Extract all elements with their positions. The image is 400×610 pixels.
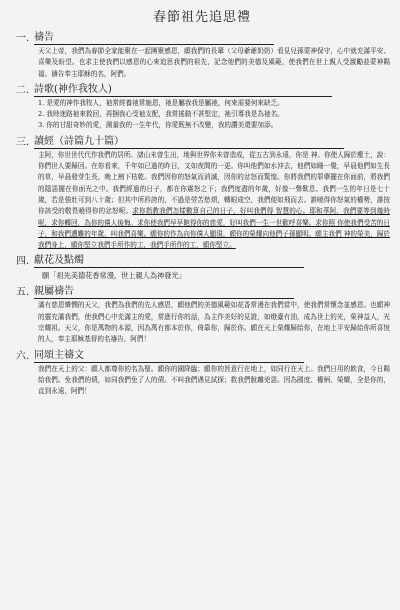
scripture-plain: 主阿，你世世代代作我們的居所。諸山未曾生出，地與世界你未曾造成，從五古到永遠，你是 神。你使人歸於塵土，說：你們世人要歸回。在你看來，千年如已過的昨日，又如夜間的一更。你叫他們如水沖去，他們如睡一覺，早晨他們如生長的草，早晨發芽生長，晚上割下枯乾。我們因你的怒氣而消滅，因你的忿怒而驚惶。你將我們的罪孽擺在你面前，將我們的隱惡擺在你面光之中。我們經過的日子，都在你震怒之下；我們度盡的年歲，好像一聲歎息。我們一生的年日是七十歲，若是強壯可到八十歲；但其中所矜誇的，不過是勞苦愁煩，轉眼成空，我們便如飛而去。誰曉得你怒氣的權勢，誰按 你該受的敬畏曉得你的忿怒呢。 [38,150,390,216]
section-label: 禱告 [34,31,274,45]
hymn-verses [38,98,390,132]
scripture-underlined: 求你指教我們怎樣數算自己的日子，好叫我們得 智慧的心。耶和華阿，我們要等到幾時呢，求你轉回，為你的僕人後悔。求你使我們早早飽得你的慈愛，好叫我們一生一世歡呼喜樂。求你照 你使我們受苦的日子，和我們遭難的年歲，叫我們喜樂。願你的作為向你僕人顯現，願你的榮耀向他們子孫顯明。願主我們 神的榮美，歸於我們身上，願你堅立我們手所作的工，我們手所作的工，願你堅立。 [38,207,390,250]
section-number: 六. [16,350,30,362]
section-heading-hymn [16,83,392,97]
section-label: 詩歌(神作我牧人) [34,83,332,97]
section-label: 獻花及點燭 [34,254,304,268]
flower-blessing: 願「祖先美德花香常漫，世上親人為神發光」 [42,271,186,281]
hymn-verse: 3. 你的甘甜奇妙的愛，測量我的一生年代，你愛既無不改變，我的讚美還要加添。 [38,121,278,130]
scripture-paragraph [38,150,390,252]
page-title: 春節祖先追思禮 [152,10,251,25]
hymn-verse: 2. 我時迷路祂來救回，再捆我心受祂支配，我常搖動不甚堅定，祂引導我是為祂名。 [38,110,284,119]
section-number: 三. [16,136,30,148]
section-label: 親屬禱告 [34,285,294,299]
section-label: 讀經（詩篇九十篇） [34,135,344,149]
section-heading-scripture [16,135,392,149]
family-prayer-text [38,300,390,345]
lords-prayer-text [38,364,390,398]
section-heading-prayer [16,31,392,45]
section-heading-family-prayer [16,285,392,299]
lords-prayer-paragraph: 我們在天上的父：願人都尊你的名為聖。願你的國降臨；願你的旨意行在地上，如同行在天上。我們日用的飲食，今日賜給我們。免我們的債，如同我們免了人的債。不叫我們遇見試探；救我們脫離兇惡。因為國度、權柄、榮耀，全是你的，直到永遠，阿們！ [38,364,390,396]
section-number: 一. [16,33,30,44]
section-heading-flowers [16,254,392,268]
section-heading-lords-prayer [16,349,392,363]
section-number: 二. [16,84,30,96]
section-number: 五. [16,287,30,299]
section-label: 同頌主禱文 [34,349,304,363]
family-prayer-paragraph: 滿有慈恩憐憫的天父，我們為我們的先人感恩，願他們的美德風範如花香常漫在我們當中，使我們常懷念並感恩。也願神的靈充滿我們，使我們心中充滿主的愛，常進行你的話，為主作美好的見證，如燈臺有油，成為世上的光，榮神益人，光宗耀祖。天父，你是萬物的本源，因為萬有都本於你，倚靠你，歸於你。願在天上榮耀歸給你，在地上平安歸給你所喜悅的人，奉主耶穌基督的名禱告，阿們！ [38,301,390,344]
scripture-text [38,150,390,252]
hymn-verse: 1. 是愛的神作我牧人，祂常經養祂常施恩，祂是屬我我是屬祂，何來需要何來缺乏。 [38,98,284,107]
section-number: 四. [16,256,30,268]
prayer-text [38,46,390,80]
prayer-paragraph: 天父上帝，我們為春節全家能聚在一起團聚感恩，願我們的長輩（父母爺爺奶奶）看見兒孫蒙神保守，心中就充滿平安、喜樂及盼望。也求主使我們以感恩的心來追思我們的祖先，記念他們的美德及風範，使我們在世上親人受激勵並蒙神賜福。禱告奉主耶穌的名，阿們。 [38,47,390,78]
